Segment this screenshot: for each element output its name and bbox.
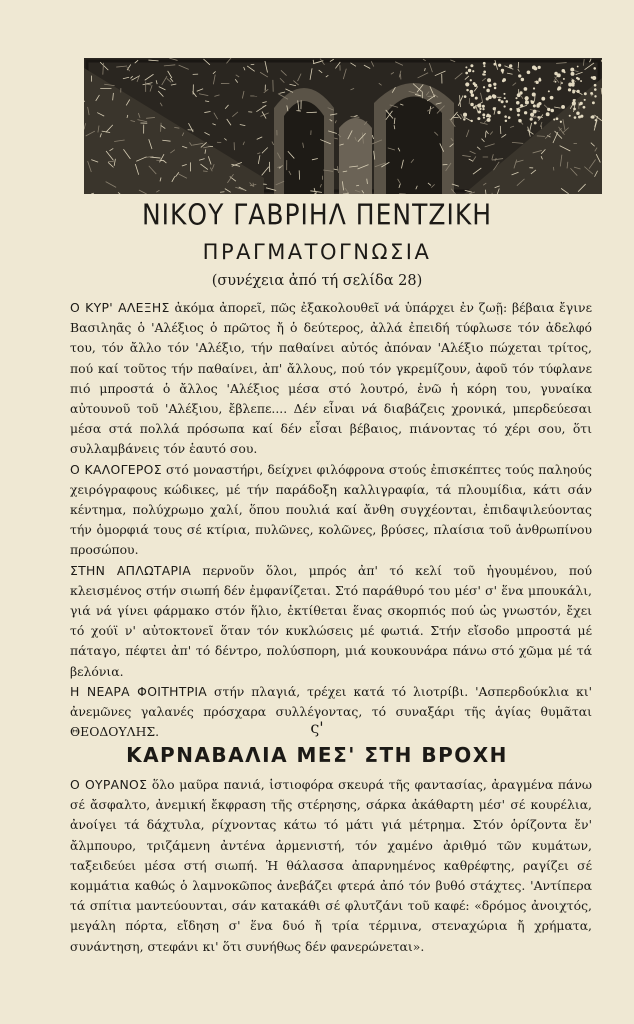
woodcut-dot bbox=[483, 86, 485, 88]
woodcut-dot bbox=[517, 93, 521, 97]
woodcut-dot bbox=[592, 101, 595, 104]
woodcut-dot bbox=[536, 81, 539, 84]
woodcut-dot bbox=[550, 96, 554, 100]
woodcut-dot bbox=[576, 111, 580, 115]
woodcut-dot bbox=[538, 102, 541, 105]
paragraph-text: ὅλο μαῦρα πανιά, ἱστιοφόρα σκευρά τῆς φαντασίας, ἀραγμένα πάνω σέ ἄσφαλτο, ἀνεμική ἔκφραση τῆς στέρησης, σάρκα ἀκάθαρτη μέσ' σέ κουρέλια, ἀνοίγει τά δάχτυλα, ρίχνοντας κάτω τό μάτι γιά μέτρημα. Στόν ὁρίζοντα ἔν' ἄλμπουρο, τριζάμενη ἀντένα ἀρμενιστή, τόν χαμένο ἀριθμό τῶν κυμάτων, ταξειδεύει μέσα στή σιωπή. Ἡ θάλασσα ἀπαρνημένος καθρέφτης, ραγίζει σέ κομμάτια καθώς ὁ λαμνοκῶπος ἀνεβάζει φτερά ἀπό τόν βυθό στάχτες. 'Αντίπερα τά σπίτια μαντεύουνται, σάν κατακάθι σέ φλυτζάνι τοῦ καφέ: «δρόμος ἀνοιχτός, μεγάλη πόρτα, εἴδηση σ' ἕνα δυό ἤ τρία τέρμινα, στεναχώρια ἤ χρήματα, συνάντηση, στεφάνι κι' ὅτι συνήθως δέν φανερώνεται». bbox=[70, 777, 592, 954]
woodcut-dot bbox=[555, 81, 557, 83]
woodcut-dot bbox=[471, 93, 474, 96]
woodcut-dot bbox=[483, 62, 486, 65]
woodcut-dot bbox=[584, 99, 586, 101]
woodcut-dot bbox=[556, 117, 559, 120]
woodcut-dot bbox=[473, 82, 476, 85]
woodcut-dot bbox=[465, 82, 469, 86]
woodcut-dot bbox=[517, 109, 521, 113]
woodcut-stroke bbox=[518, 62, 519, 68]
woodcut-dot bbox=[494, 87, 497, 90]
woodcut-dot bbox=[493, 107, 496, 110]
woodcut-dot bbox=[527, 70, 531, 74]
woodcut-dot bbox=[572, 90, 575, 93]
woodcut-dot bbox=[487, 78, 491, 82]
woodcut-dot bbox=[492, 95, 496, 99]
paragraph-lead: Ο ΚΑΛΟΓΕΡΟΣ bbox=[70, 461, 162, 477]
woodcut-dot bbox=[520, 104, 523, 107]
woodcut-dot bbox=[483, 71, 486, 74]
woodcut-dot bbox=[497, 111, 500, 114]
woodcut-dot bbox=[504, 115, 507, 118]
paragraph-lead: Η ΝΕΑΡΑ ΦΟΙΤΗΤΡΙΑ bbox=[70, 683, 208, 699]
woodcut-dot bbox=[576, 77, 578, 79]
paragraph-text: στό μοναστήρι, δείχνει φιλόφρονα στούς ἐπισκέπτες τούς παληούς χειρόγραφους κώδικες, μέ τήν παράδοξη καλλιγραφία, τά πλουμίδια, κάτι σάν κέντημα, πολύχρωμο χαλί, ὅπου πουλιά καί ἄνθη συγχέονται, ἐπιδαψιλεύοντας τήν ὁμορφιά τους σέ κτίρια, πυλῶνες, κολῶνες, βρύσες, πλαίσια τοῦ ἀνθρωπίνου προσώπου. bbox=[70, 461, 592, 558]
woodcut-dot bbox=[532, 92, 536, 96]
woodcut-dot bbox=[503, 78, 506, 81]
woodcut-dot bbox=[558, 86, 562, 90]
woodcut-dot bbox=[501, 100, 504, 103]
woodcut-dot bbox=[577, 90, 580, 93]
woodcut-dot bbox=[503, 93, 505, 95]
woodcut-dot bbox=[488, 84, 492, 88]
section-2 bbox=[70, 775, 592, 957]
woodcut-dot bbox=[580, 80, 582, 82]
woodcut-dot bbox=[594, 84, 597, 87]
woodcut-dot bbox=[498, 99, 501, 102]
woodcut-dot bbox=[505, 120, 507, 122]
woodcut-dot bbox=[568, 88, 571, 91]
page-title: ΠΡΑΓΜΑΤΟΓΝΩΣΙΑ bbox=[202, 240, 432, 264]
woodcut-dot bbox=[531, 100, 534, 103]
woodcut-dot bbox=[560, 121, 562, 123]
woodcut-dot bbox=[548, 90, 550, 92]
woodcut-dot bbox=[515, 97, 517, 99]
woodcut-dot bbox=[530, 118, 533, 121]
woodcut-dot bbox=[471, 120, 473, 122]
paragraph-lead: ΣΤΗΝ ΑΠΛΩΤΑΡΙΑ bbox=[70, 562, 191, 578]
paragraph bbox=[70, 460, 592, 561]
woodcut-stroke bbox=[537, 136, 545, 137]
woodcut-dot bbox=[577, 66, 579, 68]
woodcut-dot bbox=[525, 99, 527, 101]
woodcut-dot bbox=[477, 104, 481, 108]
woodcut-dot bbox=[541, 97, 545, 101]
woodcut-dot bbox=[472, 70, 474, 72]
woodcut-dot bbox=[466, 89, 468, 91]
woodcut-dot bbox=[574, 116, 577, 119]
woodcut-illustration bbox=[84, 58, 602, 194]
woodcut-dot bbox=[493, 63, 496, 66]
woodcut-dot bbox=[470, 103, 473, 106]
woodcut-dot bbox=[509, 108, 512, 111]
woodcut-dot bbox=[463, 113, 467, 117]
woodcut-stroke bbox=[220, 192, 224, 193]
woodcut-dot bbox=[483, 117, 485, 119]
woodcut-dot bbox=[533, 87, 535, 89]
paragraph-lead: Ο ΟΥΡΑΝΟΣ bbox=[70, 777, 148, 792]
paragraph-text: στήν πλαγιά, τρέχει κατά τό λιοτρίβι. 'Ασπερδούκλια κι' ἀνεμῶνες γαλανές πρόσχαρα συλλέγοντας, τό συναξάρι τῆς ἁγίας θυμᾶται ΘΕΟΔΟΥΛΗΣ. bbox=[70, 683, 592, 740]
woodcut-dot bbox=[573, 99, 576, 102]
woodcut-dot bbox=[579, 103, 581, 105]
woodcut-dot bbox=[553, 118, 555, 120]
woodcut-dot bbox=[482, 108, 484, 110]
woodcut-dot bbox=[505, 100, 508, 103]
woodcut-dot bbox=[463, 118, 465, 120]
woodcut-dot bbox=[487, 118, 491, 122]
woodcut-dot bbox=[498, 64, 501, 67]
paragraph-text: ἀκόμα ἀπορεῖ, πῶς ἐξακολουθεῖ νά ὑπάρχει ἐν ζωῇ: βέβαια ἔγινε Βασιληᾶς ὁ 'Αλέξιος ὁ πρῶτος ἤ ὁ δεύτερος, ἀλλά ἐπειδή τύφλωσε τόν ἀδελφό του, τόν ἄλλο τόν 'Αλέξιο, τήν παθαίνει αὐτός ἀπόναν 'Αλέξιο πώχεται τρίτος, πού καί τοῦτος τήν παθαίνει, ἀπ' ἄλλους, πού τόν γκρεμίζουν, ἀφοῦ τόν τύφλανε πιό μπροστά ὁ ἄλλος 'Αλέξιος μέσα στό λουτρό, ἐνῶ ἡ κόρη του, γυναίκα αὐτουνοῦ τοῦ 'Αλέξιου, ἔβλεπε.... Δέν εἶναι νά διαβάζεις χρονικά, μπερδεύεσαι μέσα στά πολλά πρόσωπα καί δέν εἶσαι βέβαιος, πιάνοντας τό χέρι σου, ὅτι συλλαμβάνεις τόν ἑαυτό σου. bbox=[70, 300, 592, 457]
woodcut-dot bbox=[518, 119, 522, 123]
woodcut-dot bbox=[486, 89, 490, 93]
woodcut-dot bbox=[518, 74, 521, 77]
woodcut-dot bbox=[530, 113, 534, 117]
section-1 bbox=[70, 298, 592, 742]
woodcut-dot bbox=[561, 105, 565, 109]
woodcut-dot bbox=[591, 115, 594, 118]
woodcut-dot bbox=[569, 115, 571, 117]
woodcut-dot bbox=[482, 113, 485, 116]
woodcut-dot bbox=[590, 92, 593, 95]
woodcut-dot bbox=[534, 67, 538, 71]
woodcut-dot bbox=[479, 108, 481, 110]
woodcut-stroke bbox=[203, 171, 207, 172]
woodcut-dot bbox=[465, 72, 468, 75]
woodcut-dot bbox=[573, 108, 576, 111]
woodcut-dot bbox=[547, 108, 550, 111]
woodcut-dot bbox=[470, 64, 473, 67]
woodcut-dot bbox=[470, 79, 472, 81]
woodcut-dot bbox=[546, 112, 550, 116]
continuation-note: (συνέχεια ἀπό τή σελίδα 28) bbox=[211, 273, 423, 289]
woodcut-dot bbox=[571, 72, 575, 76]
woodcut-dot bbox=[572, 84, 575, 87]
woodcut-dot bbox=[561, 69, 565, 73]
woodcut-stroke bbox=[485, 190, 486, 194]
woodcut-dot bbox=[550, 109, 554, 113]
woodcut-dot bbox=[524, 111, 527, 114]
woodcut-dot bbox=[594, 95, 596, 97]
paragraph bbox=[70, 561, 592, 682]
woodcut-dot bbox=[537, 116, 540, 119]
woodcut-dot bbox=[504, 97, 506, 99]
woodcut-dot bbox=[501, 69, 504, 72]
paragraph-text: περνοῦν ὅλοι, μπρός ἀπ' τό κελί τοῦ ἡγουμένου, πού κλεισμένος στήν σιωπή δέν ἐμφανίζεται. Στό παράθυρό του μέσ' σ' ἕνα μπουκάλι, γιά νά γίνει φάρμακο στόν ἥλιο, ἐκτίθεται ἕνας σκορπιός πού ὡς γνωστόν, ἔχει τό χούϊ ν' αὐτοκτονεῖ ὅταν τόν κυκλώσεις μέ φωτιά. Στήν εἴσοδο μπροστά μέ πάταγο, πέφτει ἀπ' τό δέντρο, πολύσπορη, μιά κουκουνάρα πάνω στό χῶμα μέ τά βελόνια. bbox=[70, 562, 592, 679]
paragraph bbox=[70, 298, 592, 460]
woodcut-dot bbox=[533, 110, 537, 114]
woodcut-dot bbox=[525, 100, 529, 104]
woodcut-dot bbox=[493, 83, 496, 86]
woodcut-dot bbox=[595, 119, 597, 121]
woodcut-dot bbox=[465, 66, 467, 68]
woodcut-dot bbox=[561, 82, 563, 84]
woodcut-dot bbox=[508, 116, 511, 119]
section-mark: ς' bbox=[310, 718, 324, 737]
woodcut-dot bbox=[487, 114, 490, 117]
woodcut-dot bbox=[524, 87, 528, 91]
woodcut-dot bbox=[563, 78, 565, 80]
woodcut-dot bbox=[570, 68, 574, 72]
woodcut-dot bbox=[482, 105, 485, 108]
author-name: ΝΙΚΟΥ ΓΑΒΡΙΗΛ ΠΕΝΤΖΙΚΗ bbox=[141, 197, 493, 232]
woodcut-dot bbox=[538, 79, 541, 82]
woodcut-dot bbox=[516, 101, 520, 105]
section-title: ΚΑΡΝΑΒΑΛΙΑ ΜΕΣ' ΣΤΗ ΒΡΟΧΗ bbox=[126, 743, 508, 767]
woodcut-dot bbox=[568, 83, 572, 87]
woodcut-dot bbox=[521, 78, 524, 81]
woodcut-icon bbox=[84, 58, 602, 194]
woodcut-dot bbox=[554, 72, 558, 76]
paragraph-lead: Ο ΚΥΡ' ΑΛΕΞΗΣ bbox=[70, 300, 170, 315]
woodcut-dot bbox=[593, 67, 596, 70]
woodcut-dot bbox=[464, 95, 467, 98]
woodcut-dot bbox=[572, 101, 576, 105]
woodcut-dot bbox=[477, 117, 480, 120]
woodcut-dot bbox=[517, 114, 520, 117]
woodcut-dot bbox=[468, 69, 471, 72]
woodcut-dot bbox=[594, 88, 597, 91]
woodcut-dot bbox=[534, 122, 537, 125]
woodcut-dot bbox=[483, 65, 485, 67]
woodcut-dot bbox=[475, 97, 478, 100]
woodcut-dot bbox=[584, 92, 587, 95]
woodcut-dot bbox=[478, 110, 481, 113]
woodcut-dot bbox=[533, 104, 536, 107]
woodcut-dot bbox=[484, 74, 486, 76]
paragraph bbox=[70, 775, 592, 957]
woodcut-stroke bbox=[500, 126, 501, 134]
woodcut-dot bbox=[580, 115, 583, 118]
woodcut-dot bbox=[583, 106, 586, 109]
woodcut-dot bbox=[503, 105, 505, 107]
woodcut-dot bbox=[592, 76, 596, 80]
woodcut-dot bbox=[571, 79, 574, 82]
woodcut-dot bbox=[538, 66, 541, 69]
woodcut-dot bbox=[488, 95, 492, 99]
woodcut-dot bbox=[473, 106, 476, 109]
woodcut-dot bbox=[509, 64, 512, 67]
